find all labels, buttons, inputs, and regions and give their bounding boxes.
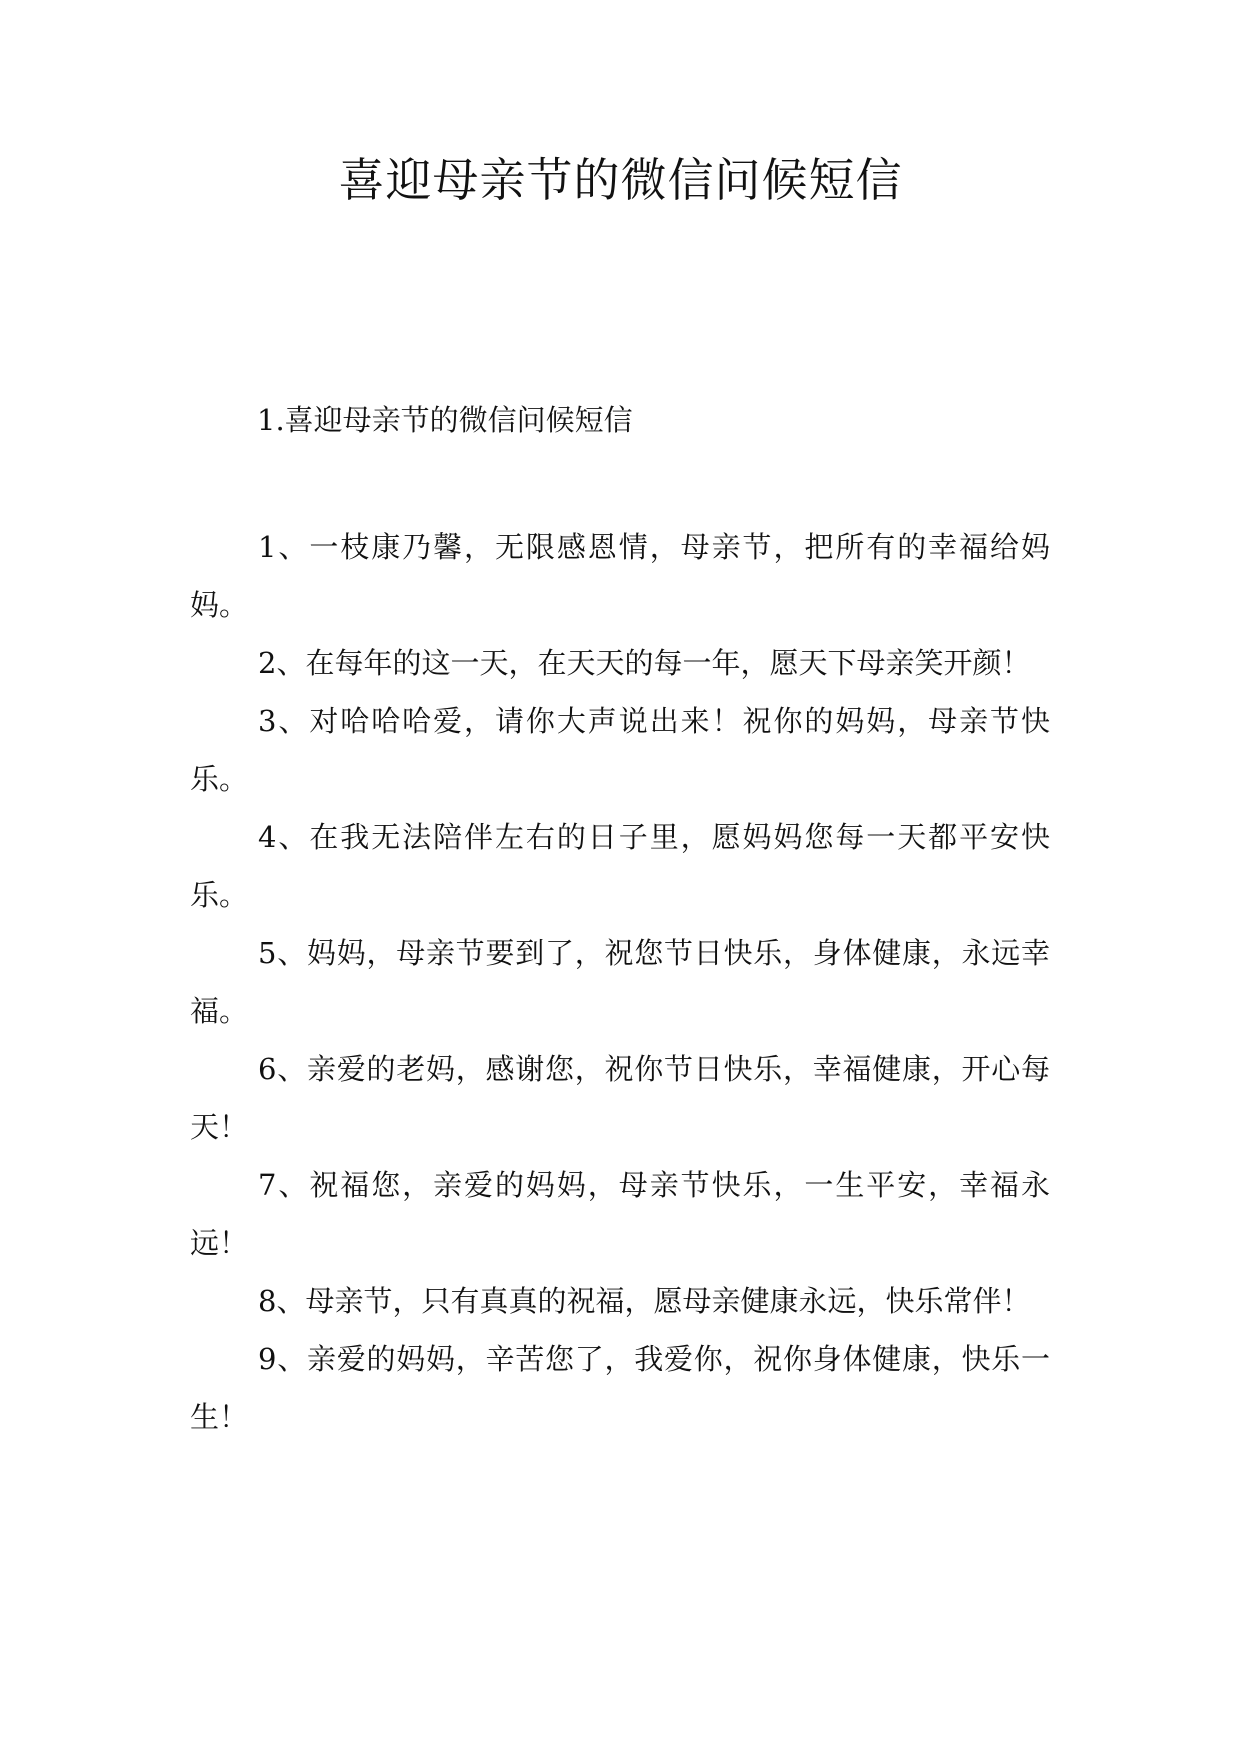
wish-item: 4、在我无法陪伴左右的日子里，愿妈妈您每一天都平安快乐。 [190,820,1050,912]
wish-item: 6、亲爱的老妈，感谢您，祝你节日快乐，幸福健康，开心每天！ [190,1052,1050,1144]
page-title: 喜迎母亲节的微信问候短信 [338,153,903,207]
section-heading: 1.喜迎母亲节的微信问候短信 [257,403,633,437]
wish-item: 1、一枝康乃馨，无限感恩情，母亲节，把所有的幸福给妈妈。 [190,530,1050,622]
wish-item: 9、亲爱的妈妈，辛苦您了，我爱你，祝你身体健康，快乐一生！ [190,1342,1050,1434]
wish-item: 8、母亲节，只有真真的祝福，愿母亲健康永远，快乐常伴！ [258,1284,1031,1318]
wish-list [190,518,1050,1446]
wish-item: 5、妈妈，母亲节要到了，祝您节日快乐，身体健康，永远幸福。 [190,936,1050,1028]
wish-item: 3、对哈哈哈爱，请你大声说出来！祝你的妈妈，母亲节快乐。 [190,704,1050,796]
wish-item: 2、在每年的这一天，在天天的每一年，愿天下母亲笑开颜！ [258,646,1031,680]
wish-item: 7、祝福您，亲爱的妈妈，母亲节快乐，一生平安，幸福永远！ [190,1168,1050,1260]
